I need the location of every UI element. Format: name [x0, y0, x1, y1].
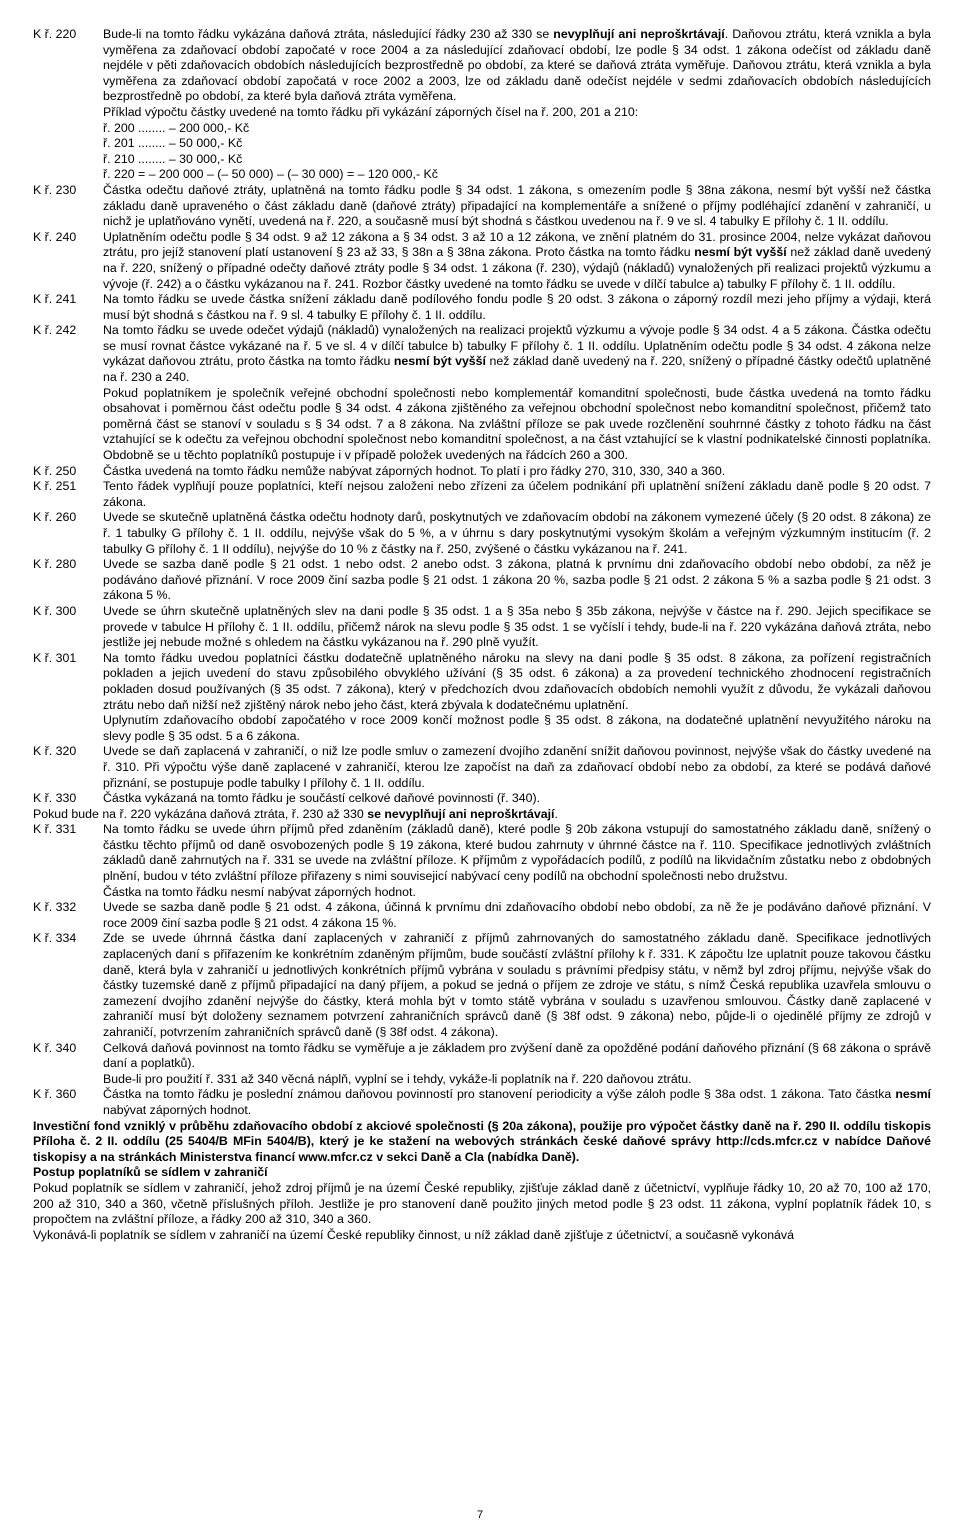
row-230-section	[33, 183, 931, 230]
text-span: Uplatněním odečtu podle § 34 odst. 9 až 12 zákona a § 34 odst. 3 až 10 a 12 zákona, ve znění platném do 31. prosince 2004, nelze vykázat daňovou ztrátu, pro jejíž stanovení platí ustanovení § 23 až 33, § 38n a § 38na zákona. Proto částka na tomto řádku	[103, 229, 931, 260]
paragraph: Pokud poplatníkem je společník veřejné obchodní společnosti nebo komplementář komanditní společnosti, bude částka uvedená na tomto řádku obsahovat i poměrnou část odečtu podle § 34 odst. 4 zákona zjištěného za veřejnou obchodní společnost nebo komanditní společnost, přičemž tato poměrná část se stanoví v souladu s § 34 odst. 7 a 8 zákona. Na zvláštní příloze se pak uvede rozčlenění souhrnné částky z tohoto řádku na část vztahující se k odečtu za veřejnou obchodní společnost nebo komanditní společnost, a na část vztahující se k vlastní podnikatelské činnosti poplatníka. Obdobně se u těchto poplatníků postupuje i v případě položek uvedených na řádcích 260 a 300.	[103, 385, 931, 463]
example-line: ř. 210 ........ – 30 000,- Kč	[103, 151, 243, 166]
row-250-section	[33, 464, 931, 480]
row-280-section	[33, 557, 931, 604]
row-label: K ř. 332	[33, 900, 77, 915]
row-label: K ř. 334	[33, 931, 77, 946]
row-label: K ř. 301	[33, 650, 77, 665]
row-label: K ř. 360	[33, 1087, 77, 1102]
row-251-section	[33, 479, 931, 510]
paragraph	[103, 323, 931, 385]
row-label: K ř. 242	[33, 323, 77, 338]
loss-note	[33, 807, 931, 823]
paragraph: Pokud poplatník se sídlem v zahraničí, jehož zdroj příjmů je na území České republiky, zjišťuje základ daně z účetnictví, vyplňuje řádky 10, 20 až 70, 100 až 170, 200 až 310, 340 a 360, včetně příslušných příloh. Jestliže je pro stanovení daně použito jiných metod podle § 23 odst. 11 zákona, vyplní poplatník řádek 10, s propočtem na zvláštní příloze, a řádky 200 až 310, 340 a 360.	[33, 1180, 931, 1227]
paragraph: Na tomto řádku se uvede úhrn příjmů před zdaněním (základů daně), které podle § 20b zákona vstupují do samostatného základu daně, snížený o částku těchto příjmů od daně osvobozených podle § 19 zákona, které budou zahrnuty v úhrnné částce na ř. 110. Specifikace jednotlivých zvláštních základů daně zahrnutých na ř. 331 se uvede na zvláštní příloze. K příjmům z vypořádacích podílů, z podílů na likvidačním zůstatku nebo z obdobných plnění, budou v této zvláštní příloze přiřazeny s nimi souvisejicí nabývací ceny podílů na obchodní společnosti nebo družstvu.	[103, 822, 931, 884]
row-text: Uvede se sazba daně podle § 21 odst. 1 nebo odst. 2 anebo odst. 3 zákona, platná k prvnímu dni zdaňovacího období nebo období, za něž je podáváno daňové přiznání. V roce 2009 činí sazba podle § 21 odst. 1 zákona 20 %, sazba podle § 21 odst. 2 zákona 5 % a sazba podle § 21 odst. 3 zákona 5 %.	[103, 557, 931, 603]
row-label: K ř. 260	[33, 510, 77, 525]
row-label: K ř. 300	[33, 603, 77, 618]
paragraph: Uplynutím zdaňovacího období započatého v roce 2009 končí možnost podle § 35 odst. 8 zákona, na dodatečné uplatnění nevyužitého nároku na slevy podle § 35 odst. 5 a 6 zákona.	[103, 713, 931, 743]
text-span: než základ daně uvedený na ř. 220, snížený o případné částky odečtů uplatněné na ř. 230 a 240.	[103, 354, 931, 385]
row-301-section	[33, 651, 931, 745]
row-text: Tento řádek vyplňují pouze poplatníci, kteří nejsou založeni nebo zřízeni za účelem podnikání při uplatnění snížení základu daně podle § 20 odst. 7 zákona.	[103, 479, 931, 509]
row-label: K ř. 220	[33, 27, 77, 41]
row-text: Uvede se sazba daně podle § 21 odst. 4 zákona, účinná k prvnímu dni zdaňovacího období nebo období, za ně že je podáváno daňové přiznání. V roce 2009 činí sazba podle § 21 odst. 4 zákona 15 %.	[103, 900, 931, 930]
text-span: Bude-li na tomto řádku vykázána daňová ztráta, následující řádky 230 až 330 se	[103, 27, 554, 41]
row-label: K ř. 280	[33, 557, 77, 572]
bold-text: nesmí být vyšší	[393, 354, 486, 369]
row-332-section	[33, 900, 931, 931]
row-220-section	[33, 27, 931, 183]
row-242-section	[33, 323, 931, 463]
row-text: Uvede se úhrn skutečně uplatněných slev na dani podle § 35 odst. 1 a § 35a nebo § 35b zákona, nejvýše v částce na ř. 290. Jejich specifikace se provede v tabulce H přílohy č. 1 II. oddílu, přičemž nárok na slevu podle § 35 odst. 1 se vyčíslí i tehdy, bude-li na ř. 220 vykázána daňová ztráta, nebo jestliže jej nebude možné s ohledem na částku vykázanou na ř. 290 plně využít.	[103, 603, 931, 650]
paragraph: Na tomto řádku uvedou poplatníci částku dodatečně uplatněného nároku na slevy na dani podle § 35 odst. 8 zákona, za pořízení registračních pokladen a jejich uvedení do stavu způsobilého obvyklého užívání (§ 35 odst. 6 zákona) a za provedení technického zhodnocení registračních pokladen dosud používaných (§ 35 odst. 7 zákona), který v předchozích dvou zdaňovacích obdobích nemohli využít z důvodu, že vykázali daňovou ztrátu nebo daň nižší než zjištěný nárok nebo jeho část, která zbývala k dodatečnému uplatnění.	[103, 650, 931, 712]
row-text	[103, 323, 931, 463]
text-span: Pokud bude na ř. 220 vykázána daňová ztráta, ř. 230 až 330	[33, 806, 368, 821]
paragraph: Celková daňová povinnost na tomto řádku se vyměřuje a je základem pro zvýšení daně za opožděné podání daňového přiznání (§ 68 zákona o správě daní a poplatků).	[103, 1040, 931, 1071]
row-text: Zde se uvede úhrnná částka daní zaplacených v zahraničí z příjmů zahrnovaných do samostatného základu daně. Specifikace jednotlivých zaplacených daní s přiřazením ke konkrétním zdaněným příjmům, bude součástí zvláštní přílohy k ř. 331. K zápočtu lze uplatnit pouze takovou částku daně, která byla v zahraničí u jednotlivých konkrétních příjmů vybrána v souladu s právními předpisy státu, v němž byl zdroj příjmu, nejvýše však do částky tuzemské daně z příjmů připadající na daný příjem, a pokud se jedná o příjem ze zdroje ve státu, s nímž Česká republika uzavřela smlouvu o zamezení dvojího zdanění nejvýše do částky, která mohla být v tomto státě vybrána v souladu s uzavřenou smlouvou. Částky daně zaplacené v zahraničí musí být doloženy seznamem potvrzení zahraničních správců daně (§ 38f odst. 9 zákona) nebo, půjde-li o ojedinělé příjmy ze zdrojů v zahraničí, potvrzením zahraničních správců daně (§ 38f odst. 4 zákona).	[103, 931, 931, 1039]
row-240-section	[33, 230, 931, 292]
paragraph: Částka na tomto řádku nesmí nabývat záporných hodnot.	[103, 884, 416, 899]
investment-fund-note: Investiční fond vzniklý v průběhu zdaňovacího období z akciové společnosti (§ 20a zákona), použije pro výpočet částky daně na ř. 290 II. oddílu tiskopis Příloha č. 2 II. oddílu (25 5404/B MFin 5404/B), který je ke stažení na webových stránkách české daňové správy http://cds.mfcr.cz v nabídce Daňové tiskopisy a na stránkách Ministerstva financí www.mfcr.cz v sekci Daně a Cla (nabídka Daně).	[33, 1118, 931, 1164]
row-text: Částka uvedená na tomto řádku nemůže nabývat záporných hodnot. To platí i pro řádky 270, 310, 330, 340 a 360.	[103, 463, 726, 478]
row-241-section	[33, 292, 931, 323]
row-text	[103, 1087, 931, 1118]
row-331-section	[33, 822, 931, 900]
row-text	[103, 27, 931, 183]
row-text	[103, 651, 931, 745]
text-span: nabývat záporných hodnot.	[103, 1102, 252, 1117]
bold-text: nesmí	[895, 1087, 931, 1102]
text-span: Částka na tomto řádku je poslední známou daňovou povinností pro stanovení periodicity a výše záloh podle § 38a odst. 1 zákona. Tato částka	[103, 1087, 896, 1102]
text-span: než základ daně uvedený na ř. 220, snížený o případné odečty daňové ztráty podle § 34 odst. 1 zákona (ř. 230), výdajů (nákladů) vynaložených při realizaci projektů výzkumu a vývoje (ř. 242) a o částku vykázanou na ř. 241. Rozbor částky uvedené na tomto řádku se uvede v dílčí tabulce a) tabulky F přílohy č. 1 II. oddílu.	[103, 245, 931, 291]
example-line: ř. 201 ........ – 50 000,- Kč	[103, 136, 243, 151]
row-text: Částka odečtu daňové ztráty, uplatněná na tomto řádku podle § 34 odst. 1 zákona, s omezením podle § 38na zákona, nesmí být vyšší než částka základu daně upraveného o část základu daně (daňové ztráty) připadající na komplementáře a snížené o příjmy podléhající zdanění v zahraničí, u nichž je uplatňováno vynětí, uvedená na ř. 220, a současně musí být shodná s částkou uvedenou na ř. 9 ve sl. 4 tabulky E přílohy č. 1 II. oddílu.	[103, 182, 931, 229]
row-label: K ř. 330	[33, 791, 77, 806]
row-label: K ř. 251	[33, 479, 77, 494]
row-text: Částka vykázaná na tomto řádku je součástí celkové daňové povinnosti (ř. 340).	[103, 791, 541, 806]
text-span: . Daňovou ztrátu, která vznikla a byla vyměřena za zdaňovací období započaté v roce 2004 a za následující zdaňovací období, lze podle § 34 odst. 1 zákona odečíst od základu daně nejdéle v pěti zdaňovacích obdobích následujících bezprostředně po období, za které se daňová ztráta vyměřuje. Daňovou ztrátu, která vznikla a byla vyměřena za zdaňovací období započatá v roce 2002 a 2003, lze od základu daně odečíst nejdéle v sedmi zdaňovacích obdobích následujících bezprostředně po období, za které byla daňová ztráta vyměřena.	[103, 27, 931, 104]
bold-text: nesmí být vyšší	[694, 245, 787, 260]
paragraph: Bude-li pro použití ř. 331 až 340 věcná náplň, vyplní se i tehdy, vykáže-li poplatník na ř. 220 daňovou ztrátu.	[103, 1071, 692, 1086]
row-label: K ř. 331	[33, 822, 77, 837]
row-label: K ř. 250	[33, 463, 77, 478]
row-text	[103, 1041, 931, 1088]
row-300-section	[33, 604, 931, 651]
page-number: 7	[476, 1509, 484, 1521]
row-320-section	[33, 744, 931, 791]
example-line: ř. 220 = – 200 000 – (– 50 000) – (– 30 000) = – 120 000,- Kč	[103, 167, 438, 182]
section-heading-foreign: Postup poplatníků se sídlem v zahraničí	[33, 1165, 268, 1180]
instructions-page	[33, 27, 931, 1243]
row-360-section	[33, 1087, 931, 1118]
row-text: Uvede se skutečně uplatněná částka odečtu hodnoty darů, poskytnutých ve zdaňovacím období na zákonem vymezené účely (§ 20 odst. 8 zákona) ze ř. 1 tabulky G přílohy č. 1 II. oddílu, nejvýše však do 5 %, a v úhrnu s dary poskytnutými vysokým školám a veřejným výzkumným institucím (ř. 2 tabulky G přílohy č. 1 II oddílu), nejvýše do 10 % z částky na ř. 250, zvýšené o částku vykázanou na ř. 241.	[103, 510, 931, 556]
row-340-section	[33, 1041, 931, 1088]
row-label: K ř. 340	[33, 1040, 77, 1055]
row-label: K ř. 320	[33, 744, 77, 759]
bold-text: se nevyplňují ani neproškrtávají	[367, 806, 555, 821]
row-260-section	[33, 510, 931, 557]
row-label: K ř. 241	[33, 292, 77, 307]
row-label: K ř. 230	[33, 182, 77, 197]
row-label: K ř. 240	[33, 229, 77, 244]
bold-text: nevyplňují ani neproškrtávají	[553, 27, 725, 41]
row-334-section	[33, 931, 931, 1040]
paragraph	[103, 27, 931, 105]
paragraph: Vykonává-li poplatník se sídlem v zahraničí na území České republiky činnost, u níž základ daně zjišťuje z účetnictví, a současně vykonává	[33, 1227, 794, 1242]
text-span: .	[554, 806, 558, 821]
row-text: Na tomto řádku se uvede částka snížení základu daně podílového fondu podle § 20 odst. 3 zákona o záporný rozdíl mezi jeho příjmy a výdaji, která musí být shodná s částkou na ř. 9 sl. 4 tabulky E přílohy č. 1 II. oddílu.	[103, 292, 931, 322]
example-line: ř. 200 ........ – 200 000,- Kč	[103, 120, 250, 135]
row-text	[103, 230, 931, 292]
text-span: Na tomto řádku se uvede odečet výdajů (nákladů) vynaložených na realizaci projektů výzkumu a vývoje podle § 34 odst. 4 a 5 zákona. Částka odečtu se musí rovnat částce vykázané na ř. 5 ve sl. 4 v dílčí tabulce b) tabulky F přílohy č. 1 II. oddílu. Uplatněním odečtu podle § 34 odst. 4 zákona nelze vykázat daňovou ztrátu, proto částka na tomto řádku	[103, 323, 931, 369]
row-text	[103, 822, 931, 900]
row-330-section	[33, 791, 931, 807]
example-intro: Příklad výpočtu částky uvedené na tomto řádku při vykázání záporných čísel na ř. 200, 201 a 210:	[103, 104, 639, 119]
row-text: Uvede se daň zaplacená v zahraničí, o niž lze podle smluv o zamezení dvojího zdanění snížit daňovou povinnost, nejvýše však do částky uvedené na ř. 310. Při výpočtu výše daně zaplacené v zahraničí, kterou lze započíst na daň za zdaňovací období nebo za období, za které se podává daňové přiznání, se postupuje podle tabulky I přílohy č. 1 II. oddílu.	[103, 744, 931, 790]
